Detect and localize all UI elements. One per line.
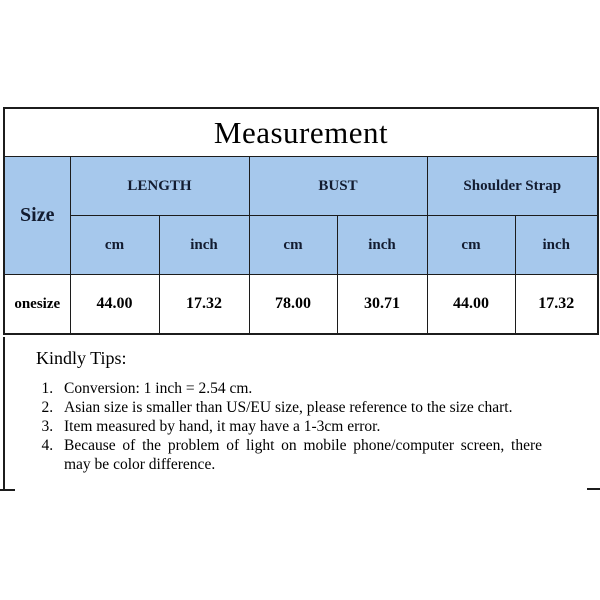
tips-box-bottom-left-tick [0,489,15,491]
table-row [4,275,598,335]
tip-item-conversion: 1. Conversion: 1 inch = 2.54 cm. [57,379,542,398]
tips-heading: Kindly Tips: [36,348,127,368]
header-bust: BUST [249,157,427,216]
kindly-tips-section [36,348,542,474]
unit-bust-cm: cm [249,216,337,275]
tip-item-color-difference: 4. Because of the problem of light on mobile phone/computer screen, there may be color difference. [57,436,542,474]
tips-box-left-border [3,337,5,491]
table-title-row [4,108,598,157]
unit-length-cm: cm [70,216,159,275]
cell-strap-inch: 17.32 [515,275,598,335]
cell-length-cm: 44.00 [70,275,159,335]
cell-size-label: onesize [4,275,70,335]
cell-bust-cm: 78.00 [249,275,337,335]
cell-strap-cm: 44.00 [427,275,515,335]
tip-item-asian-size: 2. Asian size is smaller than US/EU size, please reference to the size chart. [57,398,542,417]
table-title: Measurement [4,108,598,157]
cell-length-inch: 17.32 [159,275,249,335]
unit-bust-inch: inch [337,216,427,275]
table-group-header-row [4,157,598,216]
cell-bust-inch: 30.71 [337,275,427,335]
unit-length-inch: inch [159,216,249,275]
tips-box-bottom-right-tick [587,488,600,490]
unit-strap-cm: cm [427,216,515,275]
tips-list [36,379,542,474]
header-shoulder-strap: Shoulder Strap [427,157,598,216]
tip-item-hand-measure: 3. Item measured by hand, it may have a 1-3cm error. [57,417,542,436]
header-size: Size [4,157,70,275]
header-length: LENGTH [70,157,249,216]
unit-strap-inch: inch [515,216,598,275]
table-unit-header-row [4,216,598,275]
measurement-table [3,107,599,335]
